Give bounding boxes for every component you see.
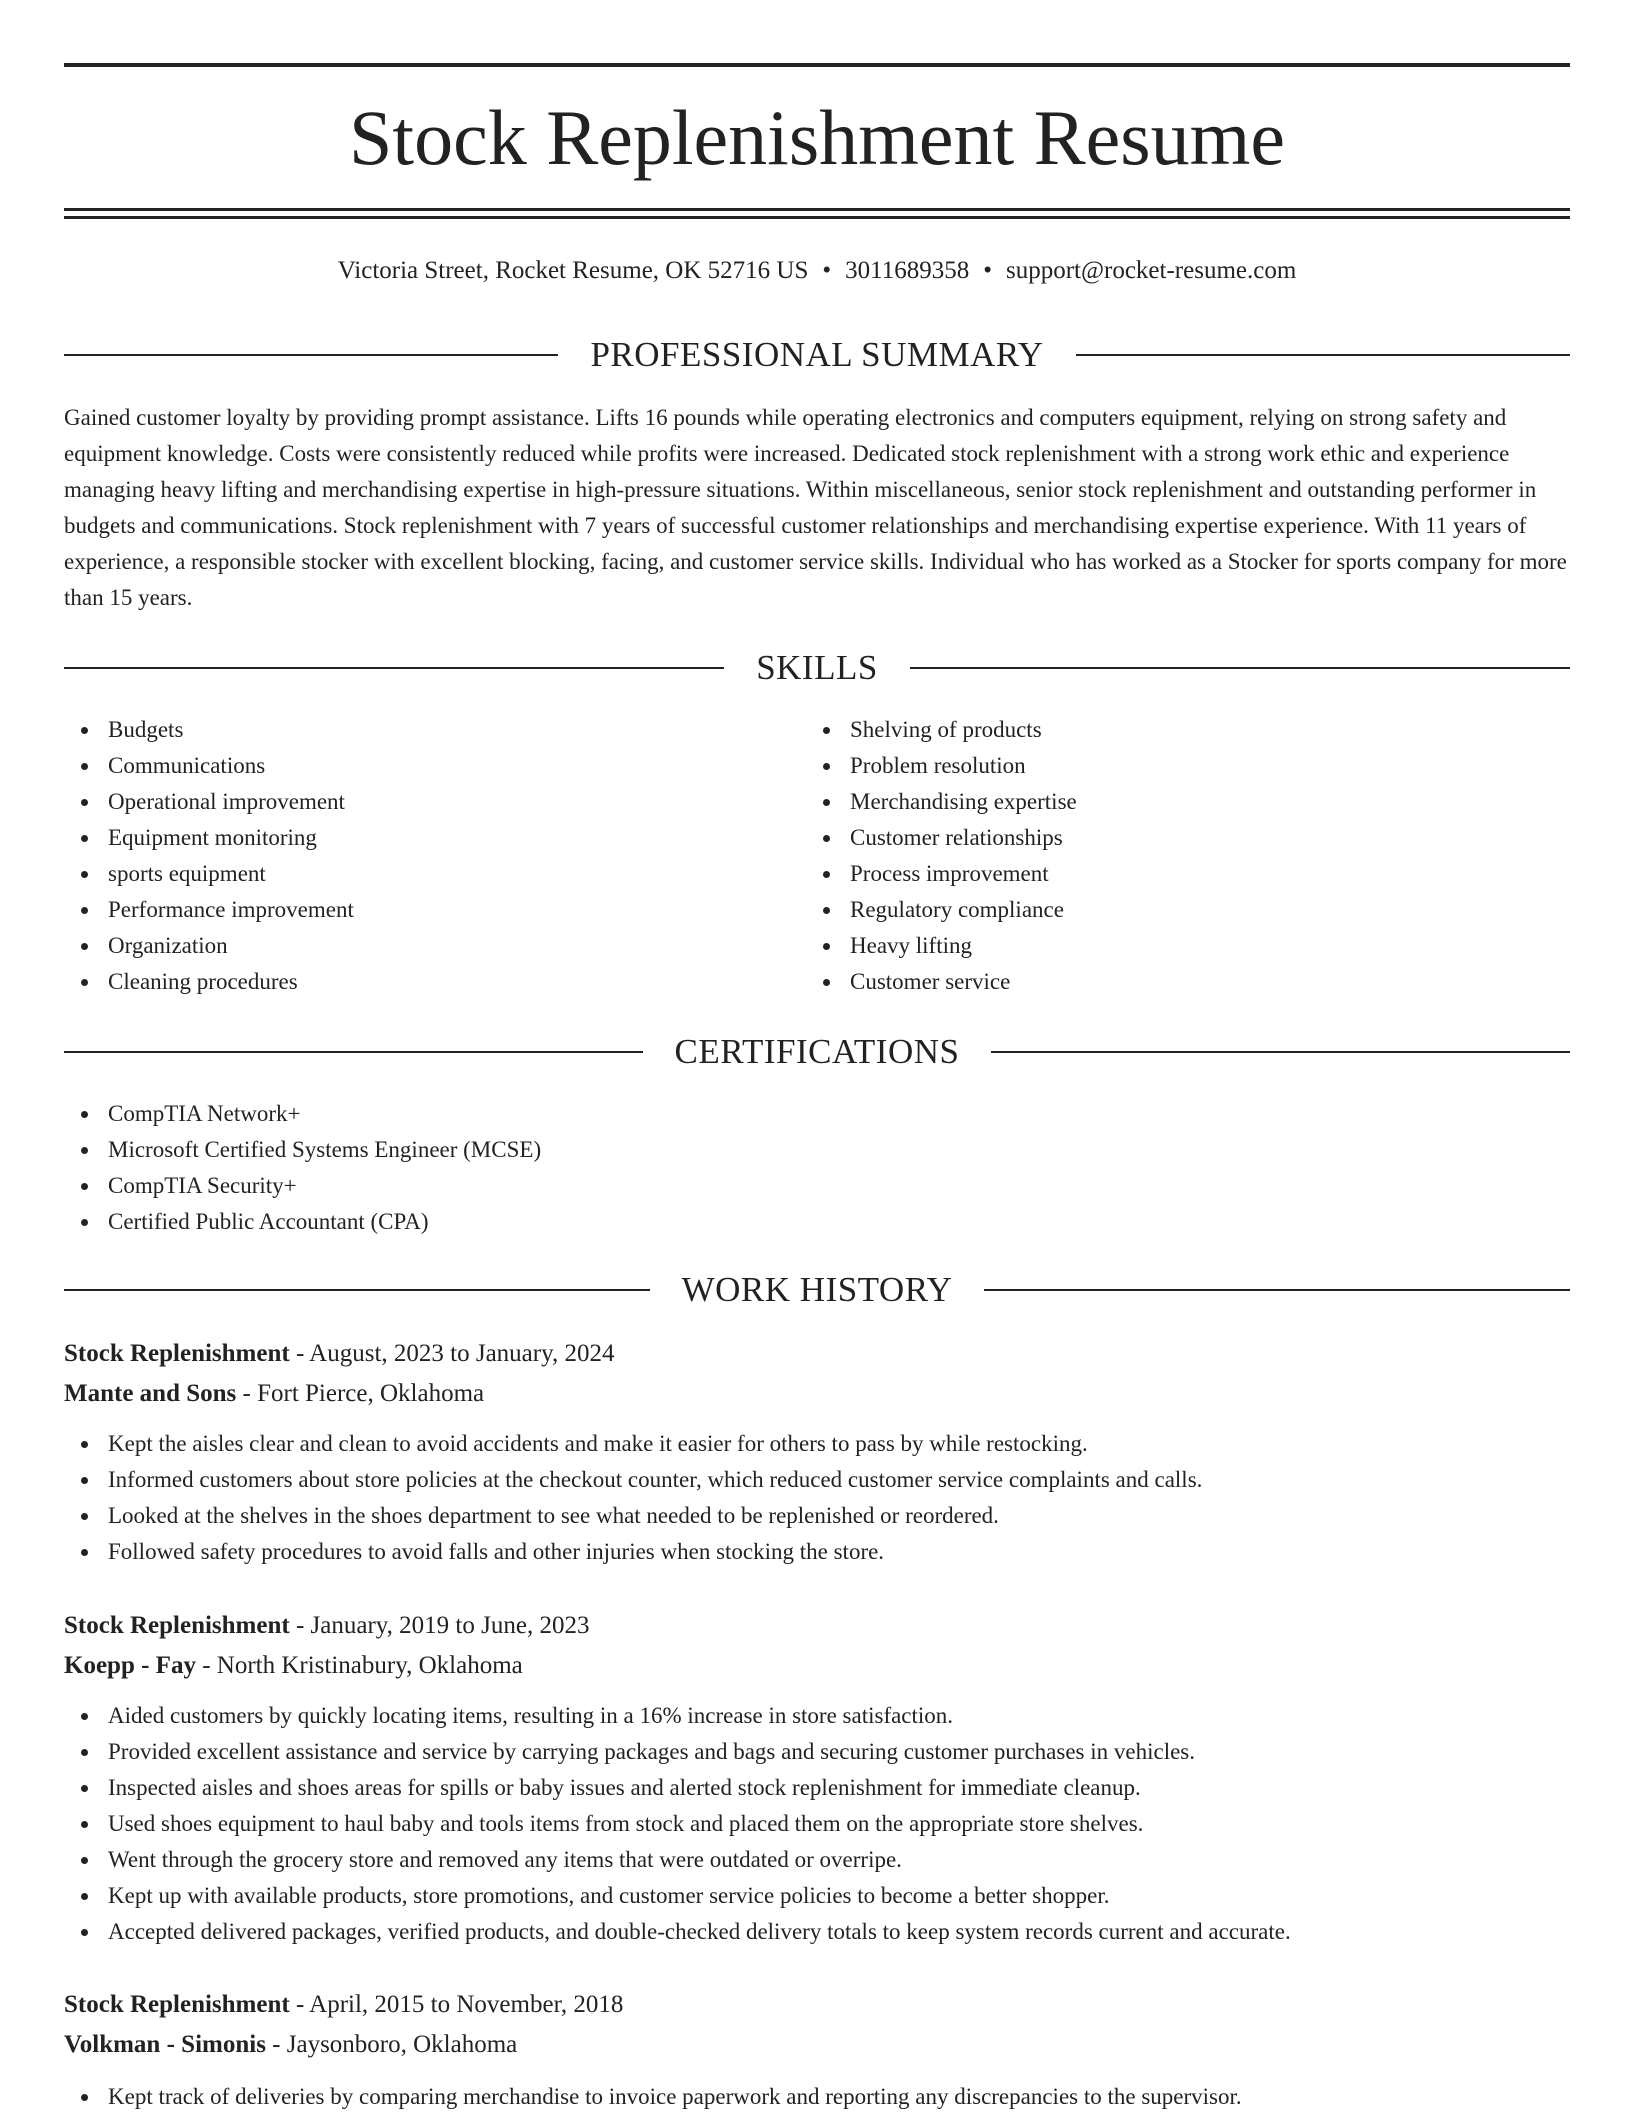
skill-item: Merchandising expertise bbox=[806, 784, 1566, 820]
skills-list-right bbox=[806, 712, 1566, 1000]
job-location: - Jaysonboro, Oklahoma bbox=[265, 2031, 518, 2058]
contact-address: Victoria Street, Rocket Resume, OK 52716 US bbox=[337, 257, 809, 284]
summary-section-heading bbox=[64, 331, 1570, 379]
job-duty-item: Went through the grocery store and removed any items that were outdated or overripe. bbox=[64, 1842, 1570, 1878]
skill-item: Problem resolution bbox=[806, 748, 1566, 784]
heading-rule-right bbox=[910, 667, 1570, 669]
job-company: Volkman - Simonis bbox=[64, 2031, 266, 2058]
skill-item: Budgets bbox=[64, 712, 804, 748]
skill-item: Regulatory compliance bbox=[806, 892, 1566, 928]
job-dates: - January, 2019 to June, 2023 bbox=[289, 1612, 590, 1639]
job-company: Koepp - Fay bbox=[64, 1652, 196, 1679]
professional-summary-text: Gained customer loyalty by providing prompt assistance. Lifts 16 pounds while operating electronics and computers equipment, relying on strong safety and equipment knowledge. Costs were consistently reduced while profits were increased. Dedicated stock replenishment with a strong work ethic and experience managing heavy lifting and merchandising expertise in high-pressure situations. Within miscellaneous, senior stock replenishment and outstanding performer in budgets and communications. Stock replenishment with 7 years of successful customer relationships and merchandising expertise experience. With 11 years of experience, a responsible stocker with excellent blocking, facing, and customer service skills. Individual who has worked as a Stocker for sports company for more than 15 years. bbox=[64, 405, 1567, 610]
job-duty-item: Looked at the shelves in the shoes department to see what needed to be replenished or reordered. bbox=[64, 1498, 1570, 1534]
job-location: - North Kristinabury, Oklahoma bbox=[195, 1652, 523, 1679]
job-duty-item: Kept up with available products, store promotions, and customer service policies to become a better shopper. bbox=[64, 1878, 1570, 1914]
job-role: Stock Replenishment bbox=[64, 1340, 290, 1367]
skill-item: Operational improvement bbox=[64, 784, 804, 820]
skill-item: Heavy lifting bbox=[806, 928, 1566, 964]
job-duties-list bbox=[64, 1698, 1570, 1950]
skill-item: Performance improvement bbox=[64, 892, 804, 928]
job-location: - Fort Pierce, Oklahoma bbox=[236, 1380, 485, 1407]
skill-item: Shelving of products bbox=[806, 712, 1566, 748]
job-title-line bbox=[64, 1606, 1570, 1646]
job-entry bbox=[64, 1985, 1570, 2115]
job-duty-item: Followed safety procedures to avoid falls and other injuries when stocking the store. bbox=[64, 1534, 1570, 1570]
job-dates: - April, 2015 to November, 2018 bbox=[289, 1991, 624, 2018]
job-entry bbox=[64, 1606, 1570, 1950]
certification-item: Certified Public Accountant (CPA) bbox=[64, 1204, 1570, 1240]
title-rule-lower bbox=[64, 216, 1570, 219]
contact-email: support@rocket-resume.com bbox=[1005, 257, 1297, 284]
heading-rule-left bbox=[64, 1289, 650, 1291]
job-duty-item: Accepted delivered packages, verified products, and double-checked delivery totals to keep system records current and accurate. bbox=[64, 1914, 1570, 1950]
heading-rule-right bbox=[991, 1051, 1570, 1053]
job-duty-item: Used shoes equipment to haul baby and tools items from stock and placed them on the appropriate store shelves. bbox=[64, 1806, 1570, 1842]
title-rule-upper bbox=[64, 208, 1570, 211]
work-history-heading-label: WORK HISTORY bbox=[681, 1270, 953, 1309]
skill-item: Process improvement bbox=[806, 856, 1566, 892]
certifications-section-heading bbox=[64, 1028, 1570, 1076]
job-company-line bbox=[64, 2025, 1570, 2065]
certification-item: CompTIA Security+ bbox=[64, 1168, 1570, 1204]
job-duty-item: Informed customers about store policies at the checkout counter, which reduced customer service complaints and calls. bbox=[64, 1462, 1570, 1498]
skill-item: Cleaning procedures bbox=[64, 964, 804, 1000]
summary-heading-label: PROFESSIONAL SUMMARY bbox=[590, 335, 1044, 374]
top-rule bbox=[64, 63, 1570, 67]
skill-item: Communications bbox=[64, 748, 804, 784]
heading-rule-right bbox=[984, 1289, 1570, 1291]
contact-separator: • bbox=[822, 257, 832, 284]
job-dates: - August, 2023 to January, 2024 bbox=[289, 1340, 615, 1367]
heading-rule-left bbox=[64, 1051, 643, 1053]
contact-phone: 3011689358 bbox=[845, 257, 970, 284]
job-title-line bbox=[64, 1334, 1570, 1374]
heading-rule-left bbox=[64, 354, 558, 356]
skills-section-heading bbox=[64, 644, 1570, 692]
certification-item: Microsoft Certified Systems Engineer (MCSE) bbox=[64, 1132, 1570, 1168]
skill-item: Organization bbox=[64, 928, 804, 964]
skill-item: Customer service bbox=[806, 964, 1566, 1000]
job-duty-item: Provided excellent assistance and service by carrying packages and bags and securing customer purchases in vehicles. bbox=[64, 1734, 1570, 1770]
skill-item: Equipment monitoring bbox=[64, 820, 804, 856]
contact-separator: • bbox=[983, 257, 992, 284]
job-role: Stock Replenishment bbox=[64, 1612, 290, 1639]
contact-line bbox=[64, 253, 1570, 289]
job-duty-item: Kept track of deliveries by comparing merchandise to invoice paperwork and reporting any discrepancies to the supervisor. bbox=[64, 2079, 1570, 2115]
resume-title: Stock Replenishment Resume bbox=[349, 94, 1285, 181]
job-company: Mante and Sons bbox=[64, 1380, 237, 1407]
job-title-line bbox=[64, 1985, 1570, 2025]
job-role: Stock Replenishment bbox=[64, 1991, 290, 2018]
job-duty-item: Aided customers by quickly locating items, resulting in a 16% increase in store satisfaction. bbox=[64, 1698, 1570, 1734]
certifications-list bbox=[64, 1096, 1570, 1240]
job-duty-item: Inspected aisles and shoes areas for spills or baby issues and alerted stock replenishment for immediate cleanup. bbox=[64, 1770, 1570, 1806]
job-entry bbox=[64, 1334, 1570, 1570]
job-duties-list bbox=[64, 2079, 1570, 2115]
work-history-section-heading bbox=[64, 1266, 1570, 1314]
job-duties-list bbox=[64, 1426, 1570, 1570]
skill-item: sports equipment bbox=[64, 856, 804, 892]
heading-rule-left bbox=[64, 667, 724, 669]
heading-rule-right bbox=[1076, 354, 1570, 356]
skills-heading-label: SKILLS bbox=[756, 648, 878, 687]
certification-item: CompTIA Network+ bbox=[64, 1096, 1570, 1132]
job-company-line bbox=[64, 1646, 1570, 1686]
skills-list-left bbox=[64, 712, 804, 1000]
job-duty-item: Kept the aisles clear and clean to avoid accidents and make it easier for others to pass by while restocking. bbox=[64, 1426, 1570, 1462]
certifications-heading-label: CERTIFICATIONS bbox=[674, 1032, 960, 1071]
job-company-line bbox=[64, 1374, 1570, 1414]
skill-item: Customer relationships bbox=[806, 820, 1566, 856]
